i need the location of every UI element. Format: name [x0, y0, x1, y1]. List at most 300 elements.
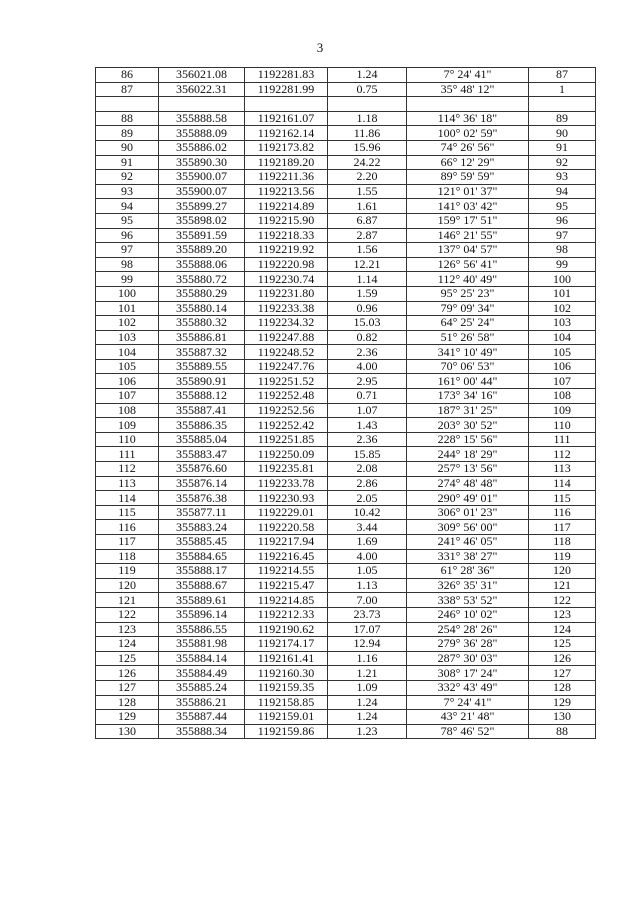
y-coordinate-cell: 1192281.83 — [245, 68, 328, 83]
bearing-cell: 331° 38' 27" — [407, 549, 529, 564]
y-coordinate-cell: 1192247.88 — [245, 330, 328, 345]
x-coordinate-cell: 355887.32 — [159, 345, 245, 360]
next-point-cell: 120 — [529, 564, 596, 579]
point-number-cell: 116 — [96, 520, 159, 535]
table-row — [96, 403, 596, 418]
y-coordinate-cell: 1192211.36 — [245, 170, 328, 185]
bearing-cell: 126° 56' 41" — [407, 257, 529, 272]
bearing-cell: 274° 48' 48" — [407, 476, 529, 491]
distance-cell: 1.21 — [328, 666, 407, 681]
bearing-cell: 74° 26' 56" — [407, 140, 529, 155]
y-coordinate-cell: 1192251.85 — [245, 432, 328, 447]
bearing-cell: 228° 15' 56" — [407, 432, 529, 447]
table-row — [96, 389, 596, 404]
table-row — [96, 184, 596, 199]
bearing-cell: 79° 09' 34" — [407, 301, 529, 316]
table-row — [96, 651, 596, 666]
y-coordinate-cell: 1192215.90 — [245, 213, 328, 228]
point-number-cell: 130 — [96, 724, 159, 739]
next-point-cell — [529, 97, 596, 112]
x-coordinate-cell: 355888.58 — [159, 111, 245, 126]
bearing-cell: 61° 28' 36" — [407, 564, 529, 579]
next-point-cell: 94 — [529, 184, 596, 199]
y-coordinate-cell: 1192189.20 — [245, 155, 328, 170]
point-number-cell: 101 — [96, 301, 159, 316]
next-point-cell: 117 — [529, 520, 596, 535]
y-coordinate-cell: 1192229.01 — [245, 505, 328, 520]
next-point-cell: 123 — [529, 607, 596, 622]
bearing-cell: 141° 03' 42" — [407, 199, 529, 214]
x-coordinate-cell: 355877.11 — [159, 505, 245, 520]
bearing-cell: 287° 30' 03" — [407, 651, 529, 666]
y-coordinate-cell: 1192161.41 — [245, 651, 328, 666]
point-number-cell: 124 — [96, 637, 159, 652]
next-point-cell: 128 — [529, 680, 596, 695]
table-row — [96, 710, 596, 725]
y-coordinate-cell: 1192281.99 — [245, 82, 328, 97]
bearing-cell: 308° 17' 24" — [407, 666, 529, 681]
next-point-cell: 92 — [529, 155, 596, 170]
y-coordinate-cell: 1192247.76 — [245, 359, 328, 374]
table-row — [96, 170, 596, 185]
bearing-cell: 279° 36' 28" — [407, 637, 529, 652]
next-point-cell: 99 — [529, 257, 596, 272]
distance-cell — [328, 97, 407, 112]
point-number-cell: 93 — [96, 184, 159, 199]
bearing-cell: 100° 02' 59" — [407, 126, 529, 141]
next-point-cell: 124 — [529, 622, 596, 637]
bearing-cell: 338° 53' 52" — [407, 593, 529, 608]
table-row — [96, 622, 596, 637]
table-row — [96, 111, 596, 126]
bearing-cell: 203° 30' 52" — [407, 418, 529, 433]
point-number-cell: 108 — [96, 403, 159, 418]
x-coordinate-cell: 356021.08 — [159, 68, 245, 83]
bearing-cell: 173° 34' 16" — [407, 389, 529, 404]
distance-cell: 0.71 — [328, 389, 407, 404]
point-number-cell: 95 — [96, 213, 159, 228]
point-number-cell: 90 — [96, 140, 159, 155]
bearing-cell: 241° 46' 05" — [407, 535, 529, 550]
distance-cell: 7.00 — [328, 593, 407, 608]
distance-cell: 3.44 — [328, 520, 407, 535]
distance-cell: 1.56 — [328, 243, 407, 258]
point-number-cell: 98 — [96, 257, 159, 272]
bearing-cell: 95° 25' 23" — [407, 286, 529, 301]
next-point-cell: 111 — [529, 432, 596, 447]
y-coordinate-cell: 1192159.01 — [245, 710, 328, 725]
distance-cell: 1.55 — [328, 184, 407, 199]
x-coordinate-cell: 355883.24 — [159, 520, 245, 535]
next-point-cell: 110 — [529, 418, 596, 433]
distance-cell: 6.87 — [328, 213, 407, 228]
bearing-cell: 290° 49' 01" — [407, 491, 529, 506]
x-coordinate-cell: 355900.07 — [159, 170, 245, 185]
next-point-cell: 130 — [529, 710, 596, 725]
next-point-cell: 113 — [529, 462, 596, 477]
y-coordinate-cell: 1192216.45 — [245, 549, 328, 564]
x-coordinate-cell: 355884.14 — [159, 651, 245, 666]
y-coordinate-cell: 1192173.82 — [245, 140, 328, 155]
y-coordinate-cell: 1192212.33 — [245, 607, 328, 622]
table-row — [96, 607, 596, 622]
table-row — [96, 520, 596, 535]
distance-cell: 1.69 — [328, 535, 407, 550]
distance-cell: 23.73 — [328, 607, 407, 622]
y-coordinate-cell: 1192230.93 — [245, 491, 328, 506]
bearing-cell: 51° 26' 58" — [407, 330, 529, 345]
next-point-cell: 109 — [529, 403, 596, 418]
y-coordinate-cell: 1192251.52 — [245, 374, 328, 389]
y-coordinate-cell: 1192174.17 — [245, 637, 328, 652]
bearing-cell: 257° 13' 56" — [407, 462, 529, 477]
table-row — [96, 432, 596, 447]
point-number-cell: 89 — [96, 126, 159, 141]
table-row — [96, 68, 596, 83]
table-row — [96, 155, 596, 170]
point-number-cell: 111 — [96, 447, 159, 462]
bearing-cell: 7° 24' 41" — [407, 68, 529, 83]
point-number-cell: 107 — [96, 389, 159, 404]
table-row — [96, 213, 596, 228]
y-coordinate-cell: 1192190.62 — [245, 622, 328, 637]
table-row — [96, 316, 596, 331]
bearing-cell: 306° 01' 23" — [407, 505, 529, 520]
next-point-cell: 125 — [529, 637, 596, 652]
point-number-cell: 112 — [96, 462, 159, 477]
next-point-cell: 96 — [529, 213, 596, 228]
bearing-cell: 326° 35' 31" — [407, 578, 529, 593]
point-number-cell: 92 — [96, 170, 159, 185]
bearing-cell: 246° 10' 02" — [407, 607, 529, 622]
y-coordinate-cell: 1192159.35 — [245, 680, 328, 695]
table-row — [96, 140, 596, 155]
x-coordinate-cell: 355881.98 — [159, 637, 245, 652]
x-coordinate-cell: 355887.41 — [159, 403, 245, 418]
x-coordinate-cell: 355891.59 — [159, 228, 245, 243]
next-point-cell: 100 — [529, 272, 596, 287]
y-coordinate-cell: 1192159.86 — [245, 724, 328, 739]
bearing-cell: 244° 18' 29" — [407, 447, 529, 462]
y-coordinate-cell: 1192252.48 — [245, 389, 328, 404]
y-coordinate-cell: 1192214.89 — [245, 199, 328, 214]
x-coordinate-cell: 355876.38 — [159, 491, 245, 506]
next-point-cell: 114 — [529, 476, 596, 491]
x-coordinate-cell: 355886.35 — [159, 418, 245, 433]
next-point-cell: 129 — [529, 695, 596, 710]
x-coordinate-cell: 355888.34 — [159, 724, 245, 739]
table-row — [96, 228, 596, 243]
bearing-cell: 112° 40' 49" — [407, 272, 529, 287]
table-row — [96, 199, 596, 214]
point-number-cell: 104 — [96, 345, 159, 360]
distance-cell: 1.09 — [328, 680, 407, 695]
table-row — [96, 257, 596, 272]
x-coordinate-cell: 355890.30 — [159, 155, 245, 170]
point-number-cell: 122 — [96, 607, 159, 622]
table-row — [96, 637, 596, 652]
x-coordinate-cell — [159, 97, 245, 112]
distance-cell: 1.05 — [328, 564, 407, 579]
bearing-cell: 161° 00' 44" — [407, 374, 529, 389]
x-coordinate-cell: 355885.24 — [159, 680, 245, 695]
point-number-cell: 87 — [96, 82, 159, 97]
x-coordinate-cell: 356022.31 — [159, 82, 245, 97]
table-row — [96, 345, 596, 360]
bearing-cell: 66° 12' 29" — [407, 155, 529, 170]
x-coordinate-cell: 355896.14 — [159, 607, 245, 622]
table-row — [96, 724, 596, 739]
next-point-cell: 101 — [529, 286, 596, 301]
next-point-cell: 87 — [529, 68, 596, 83]
point-number-cell — [96, 97, 159, 112]
x-coordinate-cell: 355888.67 — [159, 578, 245, 593]
distance-cell: 1.16 — [328, 651, 407, 666]
point-number-cell: 120 — [96, 578, 159, 593]
point-number-cell: 115 — [96, 505, 159, 520]
bearing-cell: 309° 56' 00" — [407, 520, 529, 535]
distance-cell: 2.36 — [328, 345, 407, 360]
x-coordinate-cell: 355889.55 — [159, 359, 245, 374]
y-coordinate-cell: 1192233.78 — [245, 476, 328, 491]
x-coordinate-cell: 355886.21 — [159, 695, 245, 710]
y-coordinate-cell: 1192250.09 — [245, 447, 328, 462]
table-row — [96, 462, 596, 477]
x-coordinate-cell: 355876.60 — [159, 462, 245, 477]
table-row — [96, 564, 596, 579]
x-coordinate-cell: 355899.27 — [159, 199, 245, 214]
y-coordinate-cell: 1192158.85 — [245, 695, 328, 710]
point-number-cell: 99 — [96, 272, 159, 287]
table-row — [96, 593, 596, 608]
x-coordinate-cell: 355888.12 — [159, 389, 245, 404]
distance-cell: 1.18 — [328, 111, 407, 126]
distance-cell: 2.05 — [328, 491, 407, 506]
point-number-cell: 110 — [96, 432, 159, 447]
next-point-cell: 89 — [529, 111, 596, 126]
table-row — [96, 243, 596, 258]
distance-cell: 1.14 — [328, 272, 407, 287]
point-number-cell: 117 — [96, 535, 159, 550]
table-row — [96, 301, 596, 316]
bearing-cell: 146° 21' 55" — [407, 228, 529, 243]
distance-cell: 24.22 — [328, 155, 407, 170]
x-coordinate-cell: 355889.61 — [159, 593, 245, 608]
table-row — [96, 535, 596, 550]
x-coordinate-cell: 355880.14 — [159, 301, 245, 316]
point-number-cell: 106 — [96, 374, 159, 389]
y-coordinate-cell: 1192214.85 — [245, 593, 328, 608]
next-point-cell: 118 — [529, 535, 596, 550]
y-coordinate-cell: 1192161.07 — [245, 111, 328, 126]
x-coordinate-cell: 355890.91 — [159, 374, 245, 389]
distance-cell: 12.21 — [328, 257, 407, 272]
bearing-cell: 89° 59' 59" — [407, 170, 529, 185]
distance-cell: 0.82 — [328, 330, 407, 345]
x-coordinate-cell: 355883.47 — [159, 447, 245, 462]
table-row — [96, 330, 596, 345]
point-number-cell: 119 — [96, 564, 159, 579]
distance-cell: 1.07 — [328, 403, 407, 418]
x-coordinate-cell: 355884.49 — [159, 666, 245, 681]
point-number-cell: 103 — [96, 330, 159, 345]
x-coordinate-cell: 355880.32 — [159, 316, 245, 331]
coordinate-table-body — [96, 68, 596, 739]
point-number-cell: 125 — [96, 651, 159, 666]
next-point-cell: 93 — [529, 170, 596, 185]
y-coordinate-cell: 1192213.56 — [245, 184, 328, 199]
bearing-cell: 121° 01' 37" — [407, 184, 529, 199]
x-coordinate-cell: 355898.02 — [159, 213, 245, 228]
next-point-cell: 91 — [529, 140, 596, 155]
x-coordinate-cell: 355889.20 — [159, 243, 245, 258]
table-row — [96, 82, 596, 97]
y-coordinate-cell: 1192219.92 — [245, 243, 328, 258]
x-coordinate-cell: 355885.45 — [159, 535, 245, 550]
next-point-cell: 104 — [529, 330, 596, 345]
next-point-cell: 95 — [529, 199, 596, 214]
distance-cell: 0.75 — [328, 82, 407, 97]
table-row — [96, 418, 596, 433]
point-number-cell: 100 — [96, 286, 159, 301]
bearing-cell: 114° 36' 18" — [407, 111, 529, 126]
bearing-cell — [407, 97, 529, 112]
y-coordinate-cell: 1192160.30 — [245, 666, 328, 681]
point-number-cell: 113 — [96, 476, 159, 491]
bearing-cell: 35° 48' 12" — [407, 82, 529, 97]
y-coordinate-cell: 1192248.52 — [245, 345, 328, 360]
next-point-cell: 103 — [529, 316, 596, 331]
bearing-cell: 341° 10' 49" — [407, 345, 529, 360]
next-point-cell: 127 — [529, 666, 596, 681]
distance-cell: 2.20 — [328, 170, 407, 185]
x-coordinate-cell: 355884.65 — [159, 549, 245, 564]
x-coordinate-cell: 355885.04 — [159, 432, 245, 447]
point-number-cell: 114 — [96, 491, 159, 506]
distance-cell: 4.00 — [328, 549, 407, 564]
table-row — [96, 491, 596, 506]
next-point-cell: 108 — [529, 389, 596, 404]
distance-cell: 11.86 — [328, 126, 407, 141]
bearing-cell: 43° 21' 48" — [407, 710, 529, 725]
point-number-cell: 88 — [96, 111, 159, 126]
y-coordinate-cell: 1192231.80 — [245, 286, 328, 301]
table-row — [96, 505, 596, 520]
point-number-cell: 121 — [96, 593, 159, 608]
bearing-cell: 332° 43' 49" — [407, 680, 529, 695]
point-number-cell: 94 — [96, 199, 159, 214]
point-number-cell: 127 — [96, 680, 159, 695]
table-row — [96, 359, 596, 374]
x-coordinate-cell: 355886.81 — [159, 330, 245, 345]
next-point-cell: 105 — [529, 345, 596, 360]
distance-cell: 1.23 — [328, 724, 407, 739]
distance-cell: 0.96 — [328, 301, 407, 316]
next-point-cell: 126 — [529, 651, 596, 666]
bearing-cell: 70° 06' 53" — [407, 359, 529, 374]
table-row — [96, 374, 596, 389]
y-coordinate-cell: 1192162.14 — [245, 126, 328, 141]
table-row — [96, 447, 596, 462]
distance-cell: 4.00 — [328, 359, 407, 374]
bearing-cell: 78° 46' 52" — [407, 724, 529, 739]
distance-cell: 2.08 — [328, 462, 407, 477]
x-coordinate-cell: 355886.02 — [159, 140, 245, 155]
distance-cell: 2.86 — [328, 476, 407, 491]
x-coordinate-cell: 355888.06 — [159, 257, 245, 272]
point-number-cell: 118 — [96, 549, 159, 564]
coordinate-table — [95, 67, 596, 739]
next-point-cell: 116 — [529, 505, 596, 520]
distance-cell: 2.87 — [328, 228, 407, 243]
x-coordinate-cell: 355887.44 — [159, 710, 245, 725]
x-coordinate-cell: 355888.17 — [159, 564, 245, 579]
y-coordinate-cell: 1192218.33 — [245, 228, 328, 243]
table-row — [96, 695, 596, 710]
distance-cell: 1.43 — [328, 418, 407, 433]
bearing-cell: 64° 25' 24" — [407, 316, 529, 331]
next-point-cell: 102 — [529, 301, 596, 316]
distance-cell: 1.61 — [328, 199, 407, 214]
y-coordinate-cell: 1192217.94 — [245, 535, 328, 550]
distance-cell: 1.24 — [328, 68, 407, 83]
x-coordinate-cell: 355876.14 — [159, 476, 245, 491]
y-coordinate-cell: 1192215.47 — [245, 578, 328, 593]
distance-cell: 15.03 — [328, 316, 407, 331]
x-coordinate-cell: 355886.55 — [159, 622, 245, 637]
next-point-cell: 121 — [529, 578, 596, 593]
point-number-cell: 91 — [96, 155, 159, 170]
y-coordinate-cell: 1192234.32 — [245, 316, 328, 331]
bearing-cell: 187° 31' 25" — [407, 403, 529, 418]
point-number-cell: 129 — [96, 710, 159, 725]
distance-cell: 17.07 — [328, 622, 407, 637]
y-coordinate-cell: 1192235.81 — [245, 462, 328, 477]
point-number-cell: 102 — [96, 316, 159, 331]
next-point-cell: 122 — [529, 593, 596, 608]
bearing-cell: 7° 24' 41" — [407, 695, 529, 710]
y-coordinate-cell: 1192214.55 — [245, 564, 328, 579]
page-number: 3 — [316, 40, 324, 55]
table-row — [96, 666, 596, 681]
next-point-cell: 115 — [529, 491, 596, 506]
distance-cell: 12.94 — [328, 637, 407, 652]
y-coordinate-cell: 1192220.58 — [245, 520, 328, 535]
distance-cell: 1.24 — [328, 710, 407, 725]
point-number-cell: 128 — [96, 695, 159, 710]
x-coordinate-cell: 355888.09 — [159, 126, 245, 141]
distance-cell: 2.36 — [328, 432, 407, 447]
x-coordinate-cell: 355880.29 — [159, 286, 245, 301]
distance-cell: 1.24 — [328, 695, 407, 710]
x-coordinate-cell: 355880.72 — [159, 272, 245, 287]
y-coordinate-cell: 1192220.98 — [245, 257, 328, 272]
table-row — [96, 126, 596, 141]
next-point-cell: 107 — [529, 374, 596, 389]
table-row — [96, 680, 596, 695]
next-point-cell: 88 — [529, 724, 596, 739]
y-coordinate-cell: 1192230.74 — [245, 272, 328, 287]
point-number-cell: 109 — [96, 418, 159, 433]
next-point-cell: 90 — [529, 126, 596, 141]
point-number-cell: 97 — [96, 243, 159, 258]
point-number-cell: 96 — [96, 228, 159, 243]
point-number-cell: 123 — [96, 622, 159, 637]
next-point-cell: 97 — [529, 228, 596, 243]
point-number-cell: 86 — [96, 68, 159, 83]
bearing-cell: 159° 17' 51" — [407, 213, 529, 228]
bearing-cell: 254° 28' 26" — [407, 622, 529, 637]
